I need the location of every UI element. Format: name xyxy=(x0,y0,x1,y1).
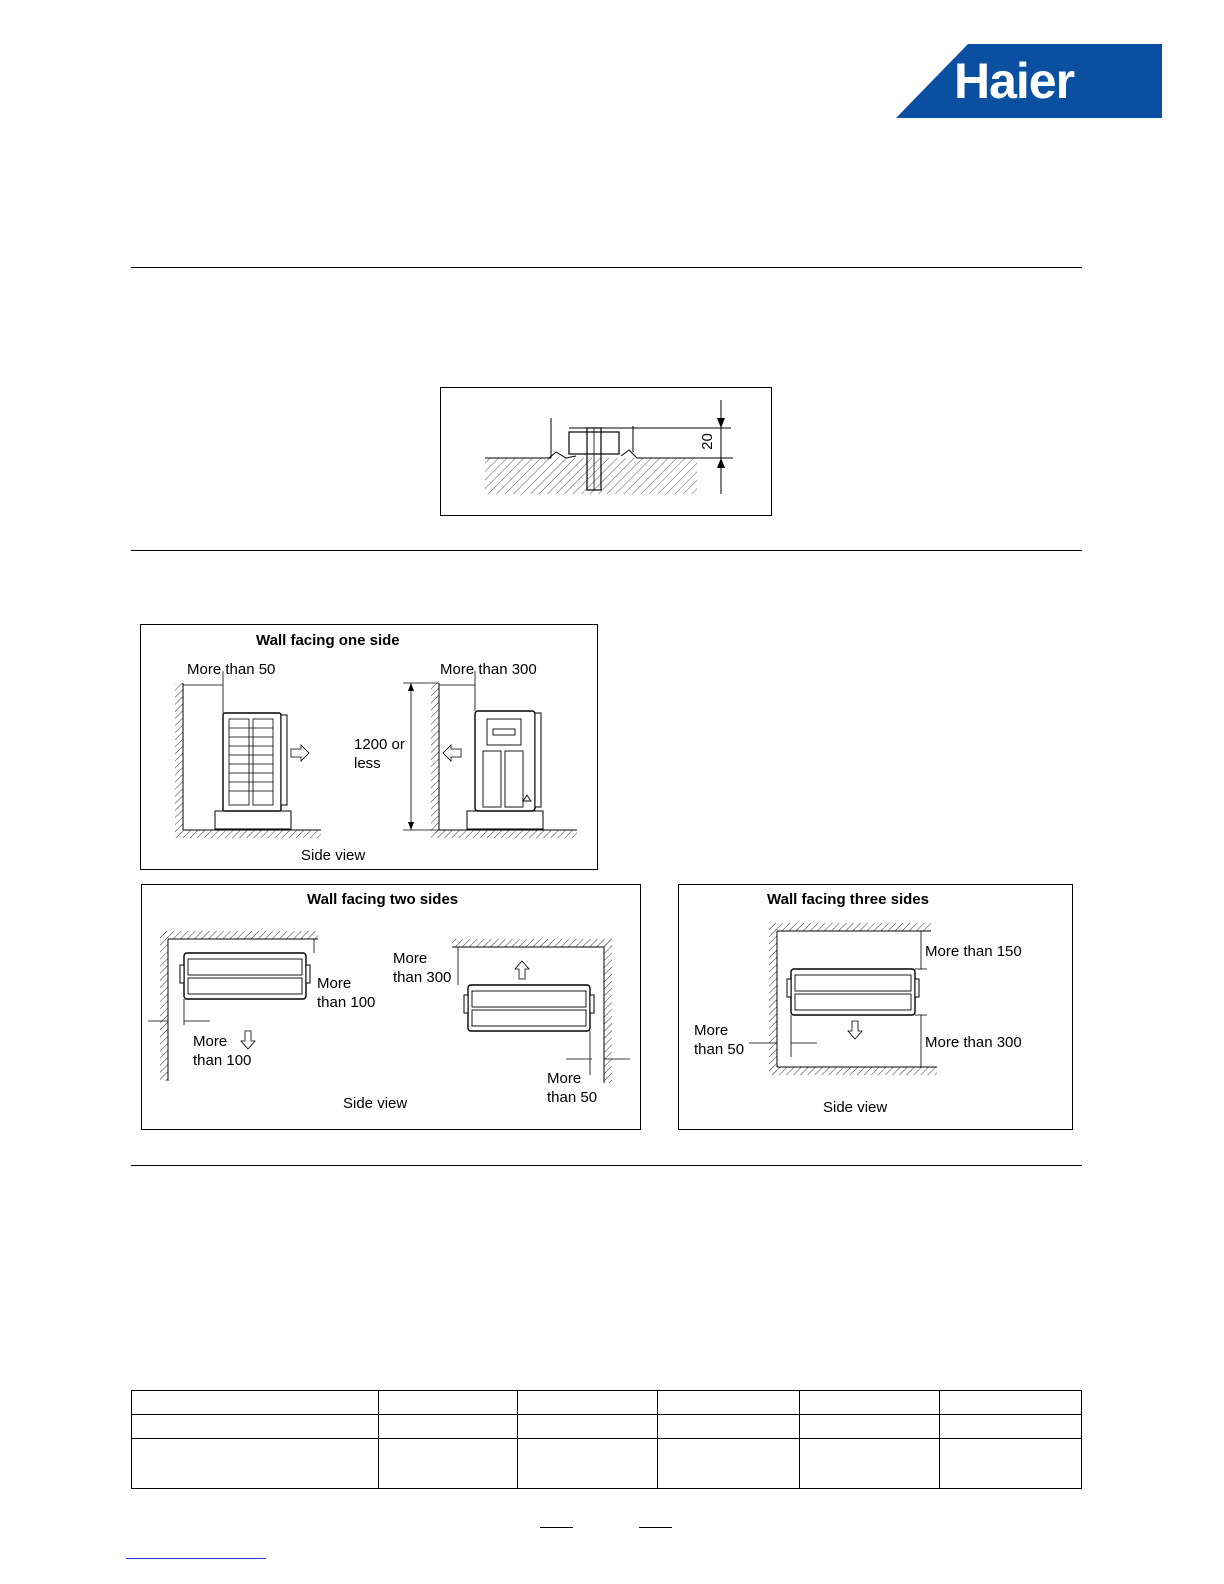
table-row xyxy=(132,1391,1082,1415)
wall-one-side-right-clearance: More than 300 xyxy=(440,661,537,678)
haier-logo xyxy=(896,44,1162,118)
table-cell xyxy=(800,1415,940,1439)
table-cell xyxy=(132,1439,379,1489)
table-cell xyxy=(800,1439,940,1489)
foundation-dimension-label: 20 xyxy=(698,433,716,450)
table-row xyxy=(132,1415,1082,1439)
wall-two-sides-side-line2: than 50 xyxy=(547,1089,598,1106)
wall-one-side-height-line2: less xyxy=(354,755,381,772)
foundation-figure xyxy=(440,387,772,516)
section-rule-1 xyxy=(131,267,1082,268)
table-cell xyxy=(518,1439,658,1489)
figure-wall-three-sides xyxy=(678,884,1073,1130)
wall-two-sides-bottom-line1: More xyxy=(193,1033,228,1050)
wall-one-side-height-line1: 1200 or xyxy=(354,736,405,753)
table-cell xyxy=(940,1439,1082,1489)
table-cell xyxy=(132,1415,379,1439)
figure-wall-one-side xyxy=(140,624,598,870)
foundation-drawing xyxy=(441,388,771,515)
wall-two-sides-title: Wall facing two sides xyxy=(307,891,459,908)
wall-three-sides-caption: Side view xyxy=(823,1099,888,1116)
table-cell xyxy=(132,1391,379,1415)
specification-table xyxy=(131,1390,1082,1489)
wall-three-sides-bottom-clearance: More than 300 xyxy=(925,1034,1022,1051)
wall-three-sides-left-line1: More xyxy=(694,1022,729,1039)
haier-logo-text: Haier xyxy=(954,53,1075,109)
table-cell xyxy=(379,1415,518,1439)
table-cell xyxy=(379,1391,518,1415)
wall-three-sides-drawing xyxy=(679,885,1072,1129)
table-row xyxy=(132,1439,1082,1489)
wall-three-sides-left-line2: than 50 xyxy=(694,1041,745,1058)
footer-link-underline[interactable] xyxy=(126,1558,266,1559)
page-number-underline-right xyxy=(639,1527,672,1528)
table-cell xyxy=(658,1391,800,1415)
figure-wall-two-sides xyxy=(141,884,641,1130)
table-cell xyxy=(800,1391,940,1415)
wall-one-side-title: Wall facing one side xyxy=(256,632,400,649)
table-cell xyxy=(940,1391,1082,1415)
page-number-underline-left xyxy=(540,1527,573,1528)
wall-two-sides-side-line1: More xyxy=(547,1070,582,1087)
table-cell xyxy=(518,1415,658,1439)
table-cell xyxy=(658,1439,800,1489)
table-cell xyxy=(658,1415,800,1439)
wall-one-side-left-clearance: More than 50 xyxy=(187,661,276,678)
wall-two-sides-bottom-line2: than 100 xyxy=(193,1052,252,1069)
wall-two-sides-caption: Side view xyxy=(343,1095,408,1112)
wall-two-sides-right-line1: More xyxy=(317,975,352,992)
wall-three-sides-top-clearance: More than 150 xyxy=(925,943,1022,960)
wall-one-side-caption: Side view xyxy=(301,847,366,864)
wall-two-sides-top-line1: More xyxy=(393,950,428,967)
section-rule-3 xyxy=(131,1165,1082,1166)
wall-three-sides-title: Wall facing three sides xyxy=(767,891,929,908)
table-cell xyxy=(379,1439,518,1489)
wall-two-sides-right-line2: than 100 xyxy=(317,994,376,1011)
section-rule-2 xyxy=(131,550,1082,551)
table-cell xyxy=(518,1391,658,1415)
wall-two-sides-top-line2: than 300 xyxy=(393,969,452,986)
table-cell xyxy=(940,1415,1082,1439)
